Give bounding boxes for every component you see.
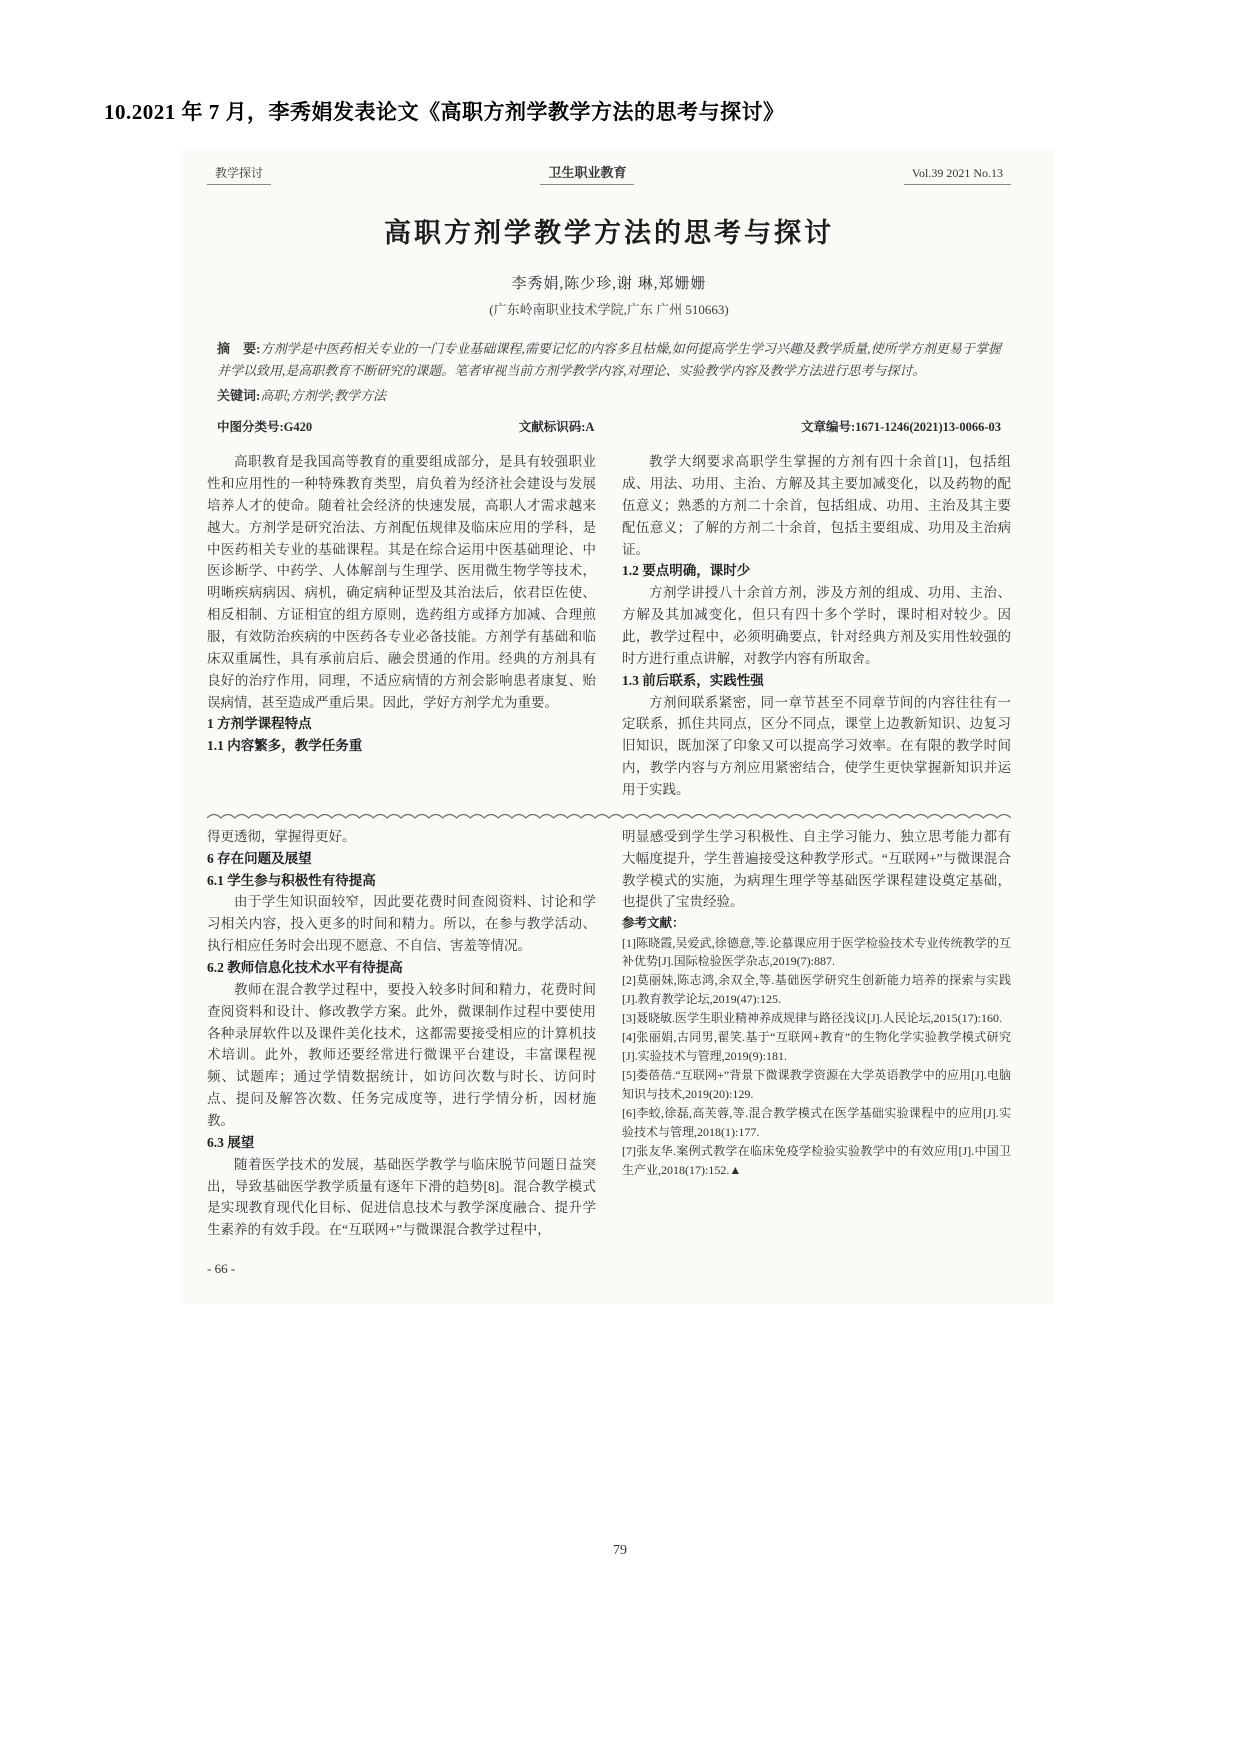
- paragraph: 高职教育是我国高等教育的重要组成部分，是具有较强职业性和应用性的一种特殊教育类型，肩负着为经济社会建设与发展培养人才的使命。随着社会经济的快速发展，高职人才需求越来越大。方剂学是研究治法、方剂配伍规律及临床应用的学科，是中医药相关专业的基础课程。其是在综合运用中医基础理论、中医诊断学、中药学、人体解剖与生理学、医用微生物学等技术，明晰疾病病因、病机，确定病种证型及其治法后，依君臣佐使、相反相制、方证相宜的组方原则，选药组方或择方加减、合理煎服，有效防治疾病的中医药各专业必备技能。方剂学有基础和临床双重属性，具有承前启后、融会贯通的作用。经典的方剂具有良好的治疗作用，同理，不适应病情的方剂会影响患者康复、贻误病情，甚至造成严重后果。因此，学好方剂学尤为重要。: [207, 454, 596, 710]
- subsection-heading: 6.1 学生参与积极性有待提高: [207, 872, 376, 888]
- paper-meta-row: [207, 417, 1011, 435]
- subsection-heading: 1.3 前后联系，实践性强: [622, 672, 764, 688]
- paragraph: 教师在混合教学过程中，要投入较多时间和精力，花费时间查阅资料和设计、修改教学方案。此外，微课制作过程中要使用各种录屏软件以及课件美化技术，这都需要接受相应的计算机技术培训。此外，教师还要经常进行微课平台建设，丰富课程视频、试题库；通过学情数据统计，如访问次数与时长、访问时点、提问及解答次数、任务完成度等，进行学情分析，因材施教。: [207, 981, 596, 1128]
- paragraph: 方剂间联系紧密，同一章节甚至不同章节间的内容往往有一定联系，抓住共同点，区分不同点，课堂上边教新知识、边复习旧知识，既加深了印象又可以提高学习效率。在有限的教学时间内，教学内容与方剂应用紧密结合，使学生更快掌握新知识并运用于实践。: [622, 694, 1011, 797]
- wavy-separator-line: [207, 811, 1011, 820]
- paragraph: 由于学生知识面较窄，因此要花费时间查阅资料、讨论和学习相关内容，投入更多的时间和精力。所以，在参与教学活动、执行相应任务时会出现不愿意、不自信、害羞等情况。: [207, 894, 596, 954]
- paper-authors: 李秀娟,陈少珍,谢 琳,郑姗姗: [511, 276, 707, 292]
- section-heading: 6 存在问题及展望: [207, 850, 312, 866]
- paragraph: 方剂学讲授八十余首方剂，涉及方剂的组成、功用、主治、方解及其加减变化，但只有四十多个学时，课时相对较少。因此，教学过程中，必须明确要点，针对经典方剂及实用性较强的时方进行重点讲解，对教学内容有所取舍。: [622, 585, 1011, 666]
- article-number: 文章编号:1671-1246(2021)13-0066-03: [801, 420, 1001, 435]
- paper-scan: [181, 150, 1053, 1303]
- section-heading: 1 方剂学课程特点: [207, 716, 312, 732]
- reference-entry: [7]张友华.案例式教学在临床免疫学检验实验教学中的有效应用[J].中国卫生产业,2018(17):152.▲: [622, 1144, 1011, 1177]
- subsection-heading: 1.1 内容繁多，教学任务重: [207, 738, 363, 754]
- journal-volume-issue: Vol.39 2021 No.13: [904, 166, 1011, 185]
- abstract-text: 方剂学是中医药相关专业的一门专业基础课程,需要记忆的内容多且枯燥,如何提高学生学习兴趣及教学质量,使所学方剂更易于掌握并学以致用,是高职教育不断研究的课题。笔者审视当前方剂学教学内容,对理论、实验教学内容及教学方法进行思考与探讨。: [217, 341, 1001, 379]
- document-code: 文献标识码:A: [518, 420, 595, 435]
- reference-entry: [2]莫丽妹,陈志鸿,余双全,等.基础医学研究生创新能力培养的探索与实践[J].教育教学论坛,2019(47):125.: [622, 973, 1011, 1007]
- document-page-number: 79: [613, 1543, 627, 1558]
- references-heading: 参考文献：: [622, 916, 685, 931]
- journal-header: [207, 162, 1011, 185]
- right-column-bottom: [622, 826, 1011, 1241]
- body-columns-top: [207, 451, 1011, 801]
- paper-abstract: [207, 338, 1011, 383]
- left-column-top: [207, 451, 596, 801]
- reference-entry: [1]陈晓霞,吴爱武,徐德意,等.论慕课应用于医学检验技术专业传统教学的互补优势[J].国际检验医学杂志,2019(7):887.: [622, 935, 1011, 969]
- keywords-label: 关键词:: [217, 387, 261, 403]
- paper-keywords: [207, 385, 1011, 407]
- reference-entry: [3]聂晓敏.医学生职业精神养成规律与路径浅议[J].人民论坛,2015(17):160.: [622, 1011, 1002, 1026]
- subsection-heading: 6.2 教师信息化技术水平有待提高: [207, 959, 403, 975]
- paragraph: 教学大纲要求高职学生掌握的方剂有四十余首[1]，包括组成、用法、功用、主治、方解及其主要加减变化，以及药物的配伍意义；熟悉的方剂二十余首，包括组成、功用、主治及其主要配伍意义；了解的方剂二十余首，包括主要组成、功用及主治病证。: [622, 454, 1011, 557]
- paragraph: 随着医学技术的发展，基础医学教学与临床脱节问题日益突出，导致基础医学教学质量有逐年下滑的趋势[8]。混合教学模式是实现教育现代化目标、促进信息技术与教学深度融合、提升学生素养的有效手段。在“互联网+”与微课混合教学过程中，: [207, 1156, 596, 1238]
- reference-entry: [4]张丽娟,古同男,翟笑.基于“互联网+教育”的生物化学实验教学模式研究[J].实验技术与管理,2019(9):181.: [622, 1030, 1011, 1064]
- paper-affiliation: (广东岭南职业技术学院,广东 广州 510663): [489, 302, 729, 317]
- keywords-text: 高职;方剂学;教学方法: [260, 387, 387, 403]
- reference-entry: [5]娄蓓蓓.“互联网+”背景下微课教学资源在大学英语教学中的应用[J].电脑知识与技术,2019(20):129.: [622, 1068, 1011, 1102]
- continuation-text: 明显感受到学生学习积极性、自主学习能力、独立思考能力都有大幅度提升，学生普遍接受这种教学形式。“互联网+”与微课混合教学模式的实施，为病理生理学等基础医学课程建设奠定基础，也提供了宝贵经验。: [622, 828, 1011, 910]
- right-column-top: [622, 451, 1011, 801]
- journal-section-label: 教学探讨: [207, 164, 271, 185]
- subsection-heading: 1.2 要点明确，课时少: [622, 563, 751, 579]
- journal-page-number: - 66 -: [207, 1261, 236, 1277]
- continuation-text: 得更透彻，掌握得更好。: [207, 828, 356, 844]
- journal-name: 卫生职业教育: [540, 162, 634, 185]
- body-columns-bottom: [207, 826, 1011, 1241]
- paper-title: 高职方剂学教学方法的思考与探讨: [384, 218, 834, 248]
- doc-heading: 10.2021 年 7 月，李秀娟发表论文《高职方剂学教学方法的思考与探讨》: [104, 100, 785, 124]
- left-column-bottom: [207, 826, 596, 1241]
- clc-number: 中图分类号:G420: [217, 420, 313, 435]
- reference-entry: [6]李蛟,徐磊,高芙蓉,等.混合教学模式在医学基础实验课程中的应用[J].实验技术与管理,2018(1):177.: [622, 1106, 1011, 1140]
- abstract-label: 摘 要:: [217, 341, 261, 356]
- subsection-heading: 6.3 展望: [207, 1134, 255, 1150]
